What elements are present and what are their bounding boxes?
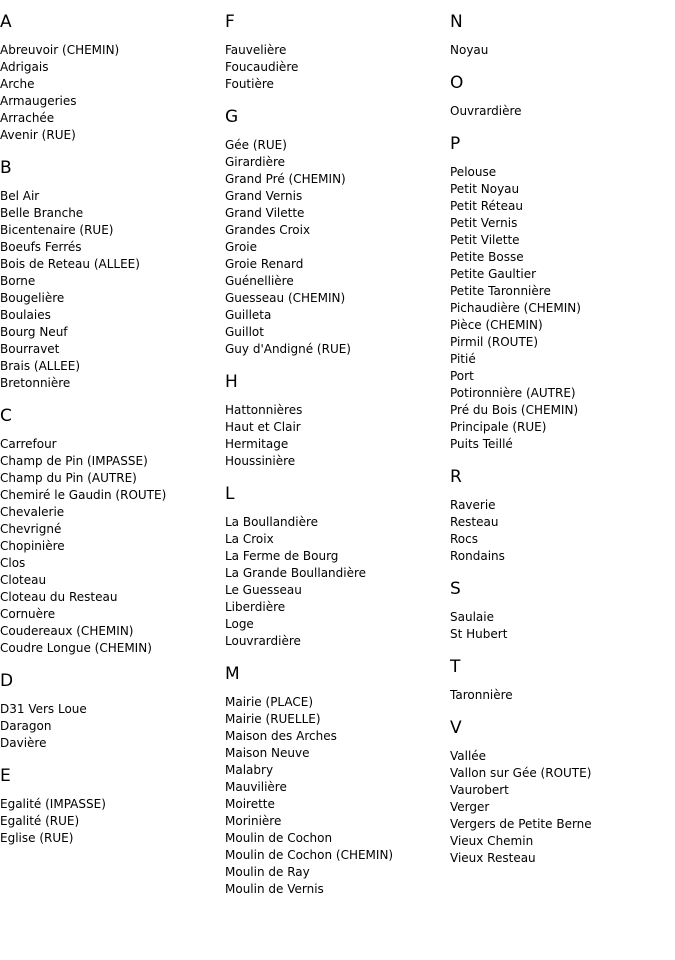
letter-group xyxy=(0,671,225,752)
street-name: Bois de Reteau (ALLEE) xyxy=(0,257,140,271)
street-name: Groie xyxy=(225,240,258,254)
letter-heading: M xyxy=(225,664,240,684)
street-name: Arrachée xyxy=(0,111,55,125)
street-name: Gée (RUE) xyxy=(225,138,287,152)
street-name: La Ferme de Bourg xyxy=(225,549,339,563)
letter-group xyxy=(0,766,225,847)
street-name: Petite Gaultier xyxy=(450,267,537,281)
street-name: Puits Teillé xyxy=(450,437,513,451)
street-name: Petite Bosse xyxy=(450,250,524,264)
street-name: Maison des Arches xyxy=(225,729,337,743)
letter-group xyxy=(0,12,225,144)
street-name: Resteau xyxy=(450,515,499,529)
street-name: Carrefour xyxy=(0,437,57,451)
street-name: Guy d'Andigné (RUE) xyxy=(225,342,351,356)
street-name: St Hubert xyxy=(450,627,508,641)
street-name: Egalité (RUE) xyxy=(0,814,80,828)
street-name: Cloteau xyxy=(0,573,47,587)
street-list xyxy=(450,103,675,120)
street-list xyxy=(225,42,450,93)
street-name: Armaugeries xyxy=(0,94,77,108)
street-name: Foucaudière xyxy=(225,60,299,74)
street-name: Pré du Bois (CHEMIN) xyxy=(450,403,579,417)
street-name: Guilleta xyxy=(225,308,272,322)
street-list xyxy=(0,188,225,392)
street-name: Potironnière (AUTRE) xyxy=(450,386,576,400)
street-name: Egalité (IMPASSE) xyxy=(0,797,106,811)
letter-heading: L xyxy=(225,484,235,504)
letter-heading: G xyxy=(225,107,239,127)
street-name: Mauvilière xyxy=(225,780,287,794)
letter-group xyxy=(450,718,675,867)
letter-group xyxy=(450,467,675,565)
street-name: D31 Vers Loue xyxy=(0,702,87,716)
letter-heading: C xyxy=(0,406,12,426)
street-name: Champ de Pin (IMPASSE) xyxy=(0,454,148,468)
street-name: Boeufs Ferrés xyxy=(0,240,82,254)
letter-heading: D xyxy=(0,671,14,691)
street-name: Borne xyxy=(0,274,36,288)
street-name: Boulaies xyxy=(0,308,51,322)
street-name: Chopinière xyxy=(0,539,65,553)
street-name: Adrigais xyxy=(0,60,49,74)
street-name: Eglise (RUE) xyxy=(0,831,74,845)
street-name: Vaurobert xyxy=(450,783,509,797)
letter-group xyxy=(225,107,450,358)
street-name: Pièce (CHEMIN) xyxy=(450,318,543,332)
street-name: Port xyxy=(450,369,474,383)
street-name: Grand Vilette xyxy=(225,206,305,220)
street-name: Guillot xyxy=(225,325,264,339)
street-name: Houssinière xyxy=(225,454,296,468)
street-name: Principale (RUE) xyxy=(450,420,547,434)
street-name: Fauvelière xyxy=(225,43,287,57)
street-name: Pitié xyxy=(450,352,476,366)
letter-group xyxy=(450,73,675,120)
street-name: Moulin de Vernis xyxy=(225,882,324,896)
street-list xyxy=(0,436,225,657)
street-name: Girardière xyxy=(225,155,286,169)
street-name: Clos xyxy=(0,556,26,570)
street-name: Bicentenaire (RUE) xyxy=(0,223,114,237)
street-name: Bourravet xyxy=(0,342,60,356)
street-name: Saulaie xyxy=(450,610,494,624)
street-list xyxy=(0,701,225,752)
street-name: Moulin de Ray xyxy=(225,865,310,879)
street-name: Grand Pré (CHEMIN) xyxy=(225,172,346,186)
street-name: Liberdière xyxy=(225,600,286,614)
street-name: Hattonnières xyxy=(225,403,303,417)
street-name: Vieux Resteau xyxy=(450,851,536,865)
street-name: Mairie (RUELLE) xyxy=(225,712,321,726)
street-name: Daragon xyxy=(0,719,52,733)
letter-heading: O xyxy=(450,73,464,93)
street-name: La Croix xyxy=(225,532,274,546)
street-name: Malabry xyxy=(225,763,274,777)
letter-group xyxy=(225,12,450,93)
street-name: Raverie xyxy=(450,498,496,512)
letter-group xyxy=(450,12,675,59)
street-name: Moirette xyxy=(225,797,275,811)
street-name: Taronnière xyxy=(450,688,513,702)
street-list xyxy=(0,796,225,847)
street-name: Pelouse xyxy=(450,165,497,179)
street-name: Petit Noyau xyxy=(450,182,520,196)
street-name: Petit Vernis xyxy=(450,216,518,230)
letter-heading: E xyxy=(0,766,11,786)
street-list xyxy=(225,694,450,898)
street-name: Bourg Neuf xyxy=(0,325,68,339)
street-name: Loge xyxy=(225,617,254,631)
street-name: Grand Vernis xyxy=(225,189,303,203)
street-name: Vallon sur Gée (ROUTE) xyxy=(450,766,592,780)
letter-heading: V xyxy=(450,718,462,738)
street-name: Coudre Longue (CHEMIN) xyxy=(0,641,152,655)
letter-group xyxy=(225,664,450,898)
street-name: Rocs xyxy=(450,532,478,546)
street-name: Petit Réteau xyxy=(450,199,523,213)
street-name: Bougelière xyxy=(0,291,65,305)
street-list xyxy=(450,609,675,643)
street-list xyxy=(450,42,675,59)
index-column-2 xyxy=(225,0,450,912)
street-name: Foutière xyxy=(225,77,274,91)
street-name: Pichaudière (CHEMIN) xyxy=(450,301,581,315)
street-name: Vieux Chemin xyxy=(450,834,534,848)
street-name: Noyau xyxy=(450,43,489,57)
street-list xyxy=(225,402,450,470)
letter-heading: S xyxy=(450,579,461,599)
street-name: Guénellière xyxy=(225,274,294,288)
street-list xyxy=(0,42,225,144)
street-name: Vallée xyxy=(450,749,487,763)
street-name: Coudereaux (CHEMIN) xyxy=(0,624,134,638)
letter-group xyxy=(0,406,225,657)
street-name: Abreuvoir (CHEMIN) xyxy=(0,43,120,57)
street-name: Verger xyxy=(450,800,490,814)
street-name: Bretonnière xyxy=(0,376,71,390)
index-column-3 xyxy=(450,0,675,881)
street-name: Guesseau (CHEMIN) xyxy=(225,291,346,305)
letter-group xyxy=(225,484,450,650)
index-column-1 xyxy=(0,0,225,861)
street-list xyxy=(450,748,675,867)
street-name: Moulin de Cochon (CHEMIN) xyxy=(225,848,394,862)
letter-heading: A xyxy=(0,12,12,32)
street-list xyxy=(225,514,450,650)
street-name: Belle Branche xyxy=(0,206,84,220)
street-name: Groie Renard xyxy=(225,257,304,271)
street-name: Cloteau du Resteau xyxy=(0,590,118,604)
street-name: Hermitage xyxy=(225,437,289,451)
street-name: Chemiré le Gaudin (ROUTE) xyxy=(0,488,167,502)
street-name: Vergers de Petite Berne xyxy=(450,817,592,831)
street-name: Mairie (PLACE) xyxy=(225,695,314,709)
street-name: Le Guesseau xyxy=(225,583,302,597)
street-name: Davière xyxy=(0,736,47,750)
letter-heading: B xyxy=(0,158,12,178)
street-name: Ouvrardière xyxy=(450,104,522,118)
street-name: La Grande Boullandière xyxy=(225,566,367,580)
street-name: Bel Air xyxy=(0,189,40,203)
letter-group xyxy=(450,579,675,643)
letter-group xyxy=(0,158,225,392)
letter-heading: R xyxy=(450,467,462,487)
street-name: Maison Neuve xyxy=(225,746,310,760)
letter-group xyxy=(450,134,675,453)
street-list xyxy=(450,497,675,565)
letter-heading: T xyxy=(450,657,461,677)
street-list xyxy=(450,687,675,704)
letter-heading: H xyxy=(225,372,238,392)
street-name: Petit Vilette xyxy=(450,233,520,247)
street-name: Cornuère xyxy=(0,607,56,621)
street-name: La Boullandière xyxy=(225,515,319,529)
street-name: Rondains xyxy=(450,549,505,563)
street-list xyxy=(450,164,675,453)
street-name: Morinière xyxy=(225,814,282,828)
letter-group xyxy=(225,372,450,470)
street-name: Pirmil (ROUTE) xyxy=(450,335,539,349)
letter-heading: F xyxy=(225,12,235,32)
letter-group xyxy=(450,657,675,704)
street-name: Louvrardière xyxy=(225,634,301,648)
street-name: Petite Taronnière xyxy=(450,284,551,298)
street-name: Avenir (RUE) xyxy=(0,128,76,142)
street-list xyxy=(225,137,450,358)
street-name: Grandes Croix xyxy=(225,223,311,237)
street-name: Chevrigné xyxy=(0,522,62,536)
street-name: Chevalerie xyxy=(0,505,65,519)
letter-heading: P xyxy=(450,134,461,154)
letter-heading: N xyxy=(450,12,463,32)
street-name: Moulin de Cochon xyxy=(225,831,333,845)
street-name: Haut et Clair xyxy=(225,420,301,434)
street-name: Champ du Pin (AUTRE) xyxy=(0,471,137,485)
street-name: Arche xyxy=(0,77,35,91)
street-name: Brais (ALLEE) xyxy=(0,359,81,373)
